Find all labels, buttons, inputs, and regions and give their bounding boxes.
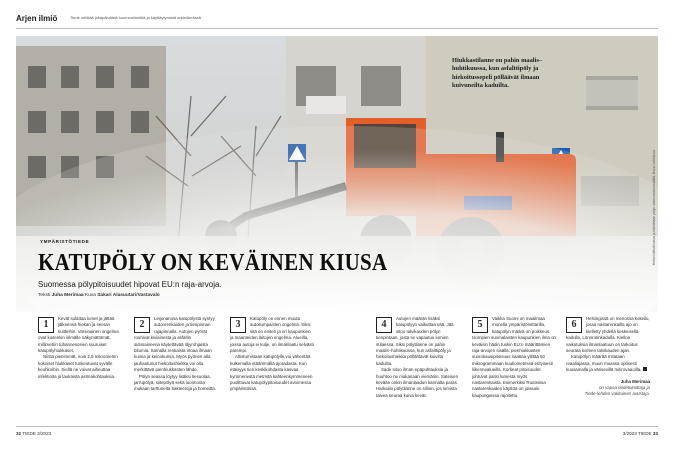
fact-paragraph: Sade sitoo ilman epäpuhtauksia ja huuhtoo ne mukanaan viemäriin. Sateisen kevään onkin ilmanlaadun kannalta paras. Harkaiiin pölytilanne on silloin, jos lumista talvea seuraa kuiva kevät. — [376, 367, 459, 398]
fact-paragraph: Autojen määrän lisäksi katupölyyn vaikuttaa sää. Jää sitoo talvikauden pölyn tienpintaan, josta se vapautuu lumien sulaessa. Siksi pölytilanne on pahin maalis–huhtikuussa, kun asfalttipöly ja hiekoitushiekka pöllähtävät kuivilta kaduilta. — [376, 316, 454, 366]
fact-column — [230, 316, 314, 393]
fact-column — [376, 316, 460, 399]
fact-number: 4 — [376, 317, 392, 333]
fact-column — [134, 316, 218, 393]
fact-number: 2 — [134, 317, 150, 333]
page-number-right: 33 — [652, 431, 658, 436]
issue-left: 3/2023 — [37, 431, 52, 436]
author-bio-line: Tiede-lehden vakituinen avustaja. — [584, 390, 650, 396]
fact-number: 3 — [230, 317, 246, 333]
fact-paragraph: Altistumistaan katupölylle voi vähentää kulkemalla etäämmällä ajoradasta. Kun etäisyys tien keskikohdasta kasvaa kymmenestä metristä kahteenkymmeneen puolittuvat katupölypitoisuudet avoimessa ympäristössä. — [230, 354, 313, 392]
author-name: Juha Merimaa — [620, 378, 650, 384]
footer-left — [16, 431, 51, 436]
fact-paragraph: Katupöly on ennen muuta autoilumpaisten ongelma. Siksi sitä on eniten ja eri kaupunkien ja maanteiden laitojen ongelma. Alueilla, joissa autoja ei kulje, on ilmanlaatu selvästi parempi. — [230, 316, 314, 354]
article-subtitle: Suomessa pölypitoisuudet hipovat EU:n raja-arvoja. — [38, 280, 222, 289]
author-note — [566, 379, 650, 397]
byline-image-label: Kuva — [84, 293, 96, 298]
issue-right: 3/2023 — [622, 431, 637, 436]
article-title: KATUPÖLY ON KEVÄINEN KIUSA — [38, 248, 388, 276]
fact-number: 6 — [566, 317, 582, 333]
fact-column — [472, 316, 556, 399]
byline-text-label: Teksti — [38, 293, 51, 298]
page-number-left: 32 — [16, 431, 22, 436]
fact-paragraph: Helsingissä on menossa kokeilu, jossa nastarenkailla ajo on kielletty yhdellä keskeisellä kadulla, Lönnrotinkadulla. Kiellon vaikutuksia ilmanlaatuun on tarkoitus seurata kolmen talvikauden ajan. — [566, 316, 650, 354]
section-title: Arjen ilmiö — [16, 14, 58, 23]
footer-divider — [16, 426, 658, 427]
byline-text-author: Juha Merimaa — [51, 293, 84, 298]
page-header — [16, 14, 658, 28]
section-tagline: Tiede selittää jokapäiväisiä luonnonilmiöitä ja käyttäytymistä arkielämässä — [70, 15, 201, 20]
fact-paragraph: Niistä pienimmät, noin 2,5 mikrometrin kokoiset hiukkaset tunkeutuvat syvälle keuhkoihin. Siellä ne voivat aiheuttaa infektioita ja laukaista astmakohtauksia. — [38, 354, 118, 379]
byline-image-author: Sakari Alasuutari/Vastavalo — [97, 293, 160, 298]
header-divider — [16, 28, 658, 29]
fact-column — [38, 316, 122, 380]
fact-number: 1 — [38, 317, 54, 333]
fact-paragraph: Leijonanosa katupölystä syntyy autonrenkaiden ja tienpinnan rajapinnalla. Autojen pyörät rouhivat kiviainesta ja asfaltin sidosaineena käytettävää öljyrohjaista bitumia. Samalla renkaista irtoaa ilmaan kumia ja keinokumia. Myös pyörien alla jauhautunut hiekoitushiekka voi olla merkittävä pienhiukkasten lähde. — [134, 316, 215, 373]
fact-paragraph: Pölyn seassa löytyy lisäksi tiesuolaa, jarrupölyä, siitepölyä sekä luonnosta mukaan tarttuneita bakteereja ja homeitta. — [134, 373, 217, 392]
article-byline — [38, 293, 160, 298]
footer-right — [623, 431, 658, 436]
article-kicker: YMPÄRISTÖTIEDE — [40, 239, 90, 244]
fact-paragraph-text: Katupölyn määrää mitataan reaaliajassa, muun muassa optisesti kuusamalla ja värisevillä mikrovaaoilla. — [566, 354, 642, 373]
fact-paragraph: Kevät sulattaa lumet ja jättää jälkeensä hiekan ja seeran kuitteihin. Varsinainen ongelma ovat kuitenkin silmälle näkymättömät, millimetrin tuhannesosien suuruiset katupölyhiukkaset. — [38, 316, 119, 354]
fact-paragraph: Vaikka Suomi on maailmaa monella ympäristömittarilla, katupölyn määrä on poikkeus. Isompien suomalaisten kaupunkien ilma on keväisin hädin tuskin EU:n määrittämien raja-arvojen sisällä: pienhiukkasten vuorokausipitoisuus saattaa ylittää 50 mikrogrammaan kuutiometrissä erityisesti liikennealueilla. Korkeat pitoisuudet johtuvat paitsi lumesta myös nastarenkaista. Esimerkiksi Ruotsissa nastarenkaiden käyttöä on joissain kaupungeissa rajoitettu. — [472, 316, 556, 398]
author-bio-line: on vapaa tiedetoimittaja ja — [598, 384, 650, 390]
end-mark-icon — [643, 367, 647, 371]
photo-caption: Hiukkastilanne on pahin maalis–huhtikuussa, kun asfalttipöly ja hiekoitussepeli pölläävät ilmaan kuivuneilta kaduilta. — [452, 57, 543, 90]
magazine-name-right: TIEDE — [638, 431, 652, 436]
photo-credit: Helsinkiläistä katua puhdistetaan pölyn sidonnasta keväällä. Kuva: Lehtikuva — [652, 150, 656, 266]
magazine-name-left: TIEDE — [22, 431, 36, 436]
fact-number: 5 — [472, 317, 488, 333]
fact-column — [566, 316, 650, 397]
fact-paragraph — [566, 354, 650, 373]
